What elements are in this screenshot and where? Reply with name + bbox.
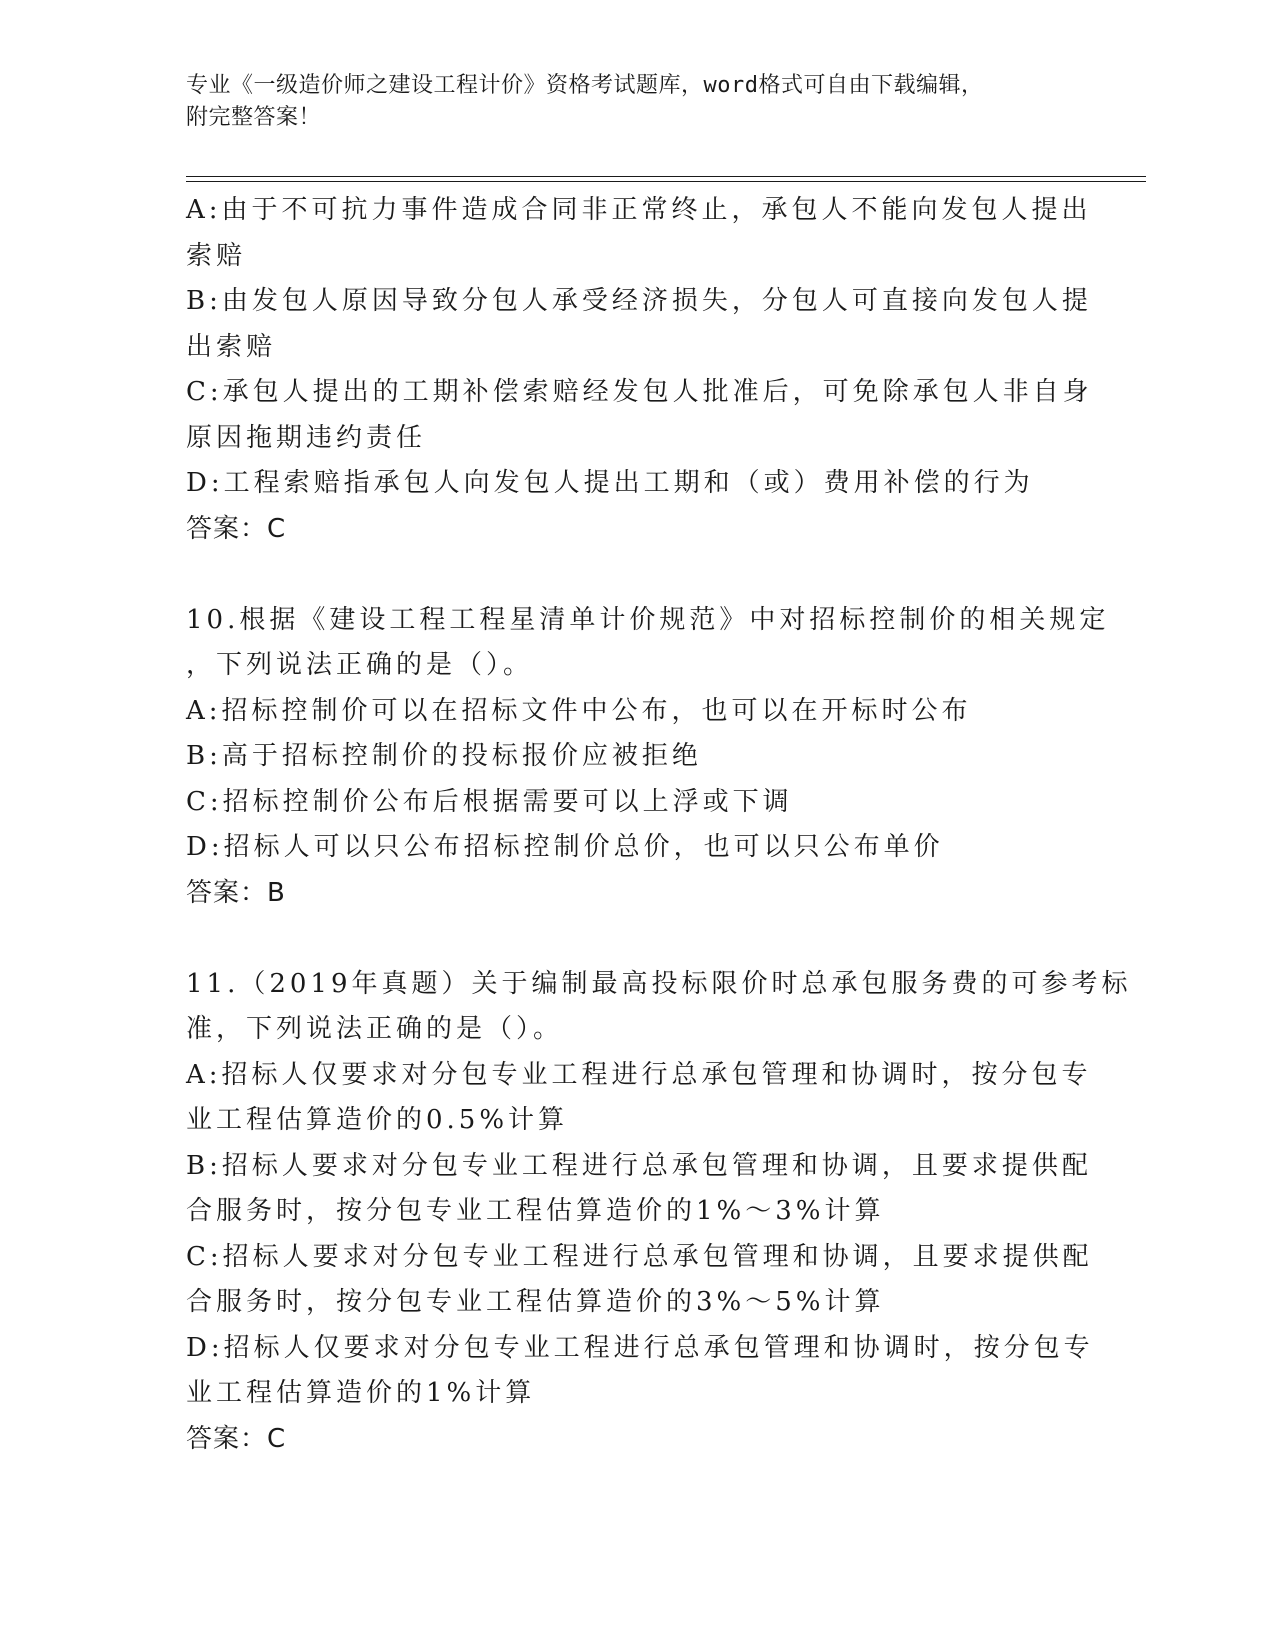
- option-b-line-2: 出索赔: [186, 331, 277, 362]
- spacer: [186, 916, 1086, 962]
- header-divider-top: [186, 176, 1146, 177]
- option-b-line-2: 合服务时，按分包专业工程估算造价的1%～3%计算: [186, 1196, 885, 1226]
- option-d-line-1: D:工程索赔指承包人向发包人提出工期和（或）费用补偿的行为: [186, 468, 1034, 498]
- question-stem-line-2: ，下列说法正确的是（）。: [186, 650, 534, 680]
- answer-label: 答案：C: [186, 1423, 287, 1454]
- answer-label: 答案：B: [186, 877, 286, 908]
- spacer: [186, 552, 1086, 598]
- option-b: B:高于招标控制价的投标报价应被拒绝: [186, 741, 702, 771]
- question-stem-line-1: 10.根据《建设工程工程星清单计价规范》中对招标控制价的相关规定: [186, 604, 1110, 635]
- option-b-line-1: B:由发包人原因导致分包人承受经济损失，分包人可直接向发包人提: [186, 286, 1092, 316]
- option-c-line-2: 合服务时，按分包专业工程估算造价的3%～5%计算: [186, 1287, 885, 1317]
- header-divider-bottom: [186, 181, 1146, 182]
- option-c: C:招标控制价公布后根据需要可以上浮或下调: [186, 786, 793, 817]
- option-a-line-1: A:招标人仅要求对分包专业工程进行总承包管理和协调时，按分包专: [186, 1059, 1092, 1090]
- document-header: [186, 70, 1066, 134]
- header-line-1: 专业《一级造价师之建设工程计价》资格考试题库，word格式可自由下载编辑，: [186, 73, 984, 98]
- question-stem-line-1: 11.（2019年真题）关于编制最高投标限价时总承包服务费的可参考标: [186, 968, 1132, 999]
- option-d-line-1: D:招标人仅要求对分包专业工程进行总承包管理和协调时，按分包专: [186, 1332, 1094, 1363]
- question-11: [186, 962, 1132, 1463]
- header-line-2: 附完整答案！: [186, 105, 322, 130]
- option-a-line-2: 索赔: [186, 240, 247, 271]
- option-c-line-1: C:承包人提出的工期补偿索赔经发包人批准后，可免除承包人非自身: [186, 377, 1093, 407]
- question-10: [186, 598, 1110, 917]
- option-d: D:招标人可以只公布招标控制价总价，也可以只公布单价: [186, 832, 944, 862]
- option-a-line-1: A:由于不可抗力事件造成合同非正常终止，承包人不能向发包人提出: [186, 195, 1092, 225]
- question-stem-line-2: 准，下列说法正确的是（）。: [186, 1014, 564, 1044]
- question-content: [186, 188, 1132, 1462]
- answer-label: 答案：C: [186, 513, 287, 544]
- option-a-line-2: 业工程估算造价的0.5%计算: [186, 1105, 569, 1135]
- option-c-line-2: 原因拖期违约责任: [186, 422, 427, 453]
- option-a: A:招标控制价可以在招标文件中公布，也可以在开标时公布: [186, 695, 972, 726]
- question-9: [186, 188, 1093, 552]
- option-d-line-2: 业工程估算造价的1%计算: [186, 1378, 536, 1408]
- option-b-line-1: B:招标人要求对分包专业工程进行总承包管理和协调，且要求提供配: [186, 1150, 1092, 1181]
- option-c-line-1: C:招标人要求对分包专业工程进行总承包管理和协调，且要求提供配: [186, 1241, 1093, 1272]
